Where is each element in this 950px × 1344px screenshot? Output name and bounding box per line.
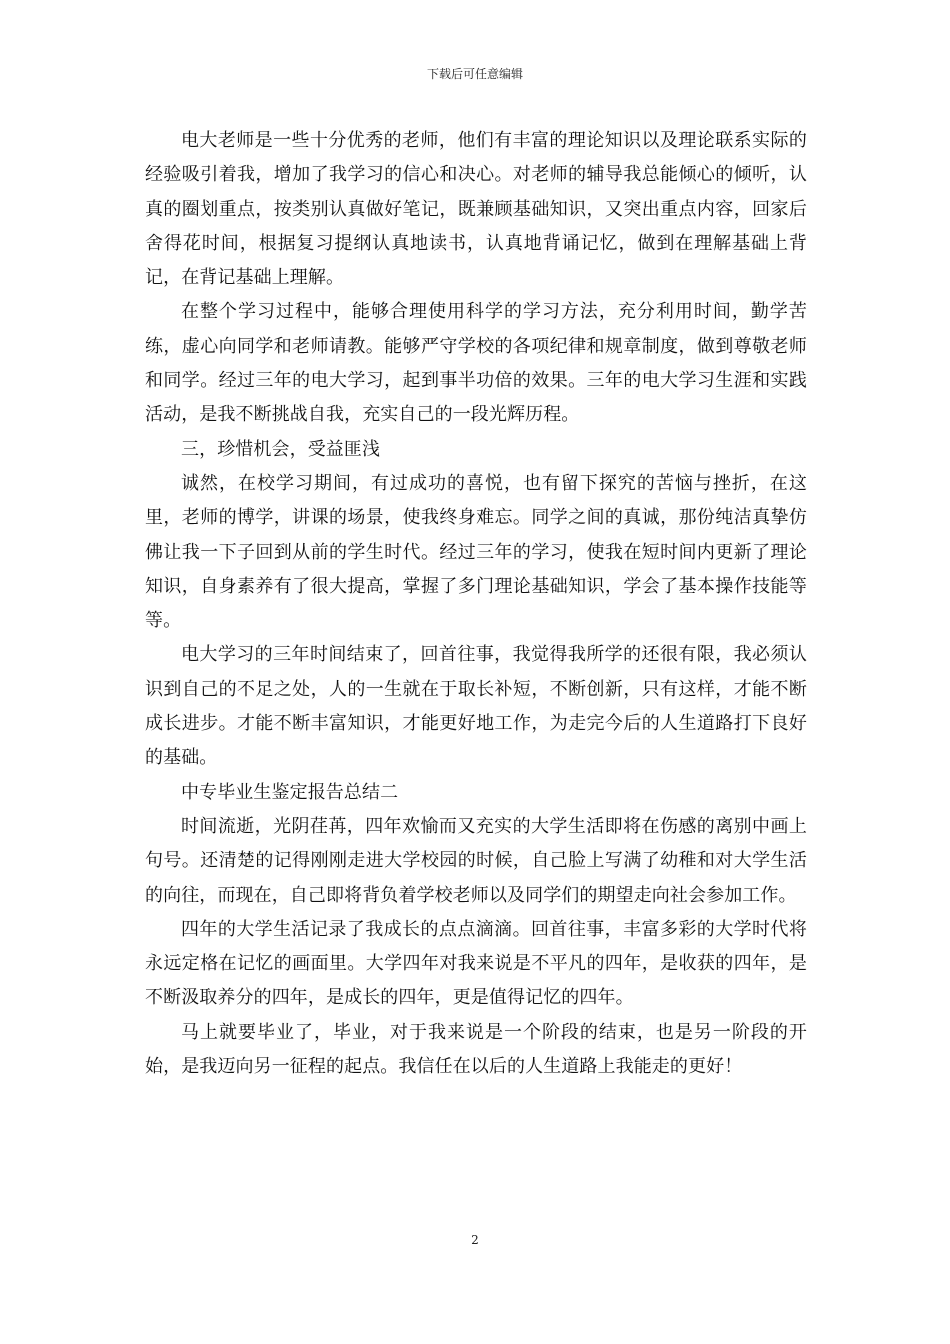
paragraph: 四年的大学生活记录了我成长的点点滴滴。回首往事，丰富多彩的大学时代将永远定格在记忆的画面里。大学四年对我来说是不平凡的四年，是收获的四年，是不断汲取养分的四年，是成长的四年，更是值得记忆的四年。 bbox=[145, 918, 807, 1009]
paragraph: 诚然，在校学习期间，有过成功的喜悦，也有留下探究的苦恼与挫折，在这里，老师的博学，讲课的场景，使我终身难忘。同学之间的真诚，那份纯洁真挚仿佛让我一下子回到从前的学生时代。经过三年的学习，使我在短时间内更新了理论知识，自身素养有了很大提高，掌握了多门理论基础知识，学会了基本操作技能等等。 bbox=[145, 472, 807, 632]
page-number: 2 bbox=[471, 1233, 479, 1247]
section-heading: 中专毕业生鉴定报告总结二 bbox=[181, 781, 399, 803]
paragraph: 电大老师是一些十分优秀的老师，他们有丰富的理论知识以及理论联系实际的经验吸引着我，增加了我学习的信心和决心。对老师的辅导我总能倾心的倾听，认真的圈划重点，按类别认真做好笔记，既兼顾基础知识，又突出重点内容，回家后舍得花时间，根据复习提纲认真地读书，认真地背诵记忆，做到在理解基础上背记，在背记基础上理解。 bbox=[145, 130, 807, 289]
page-header: 下载后可任意编辑 bbox=[426, 67, 523, 81]
paragraph: 在整个学习过程中，能够合理使用科学的学习方法，充分利用时间，勤学苦练，虚心向同学和老师请教。能够严守学校的各项纪律和规章制度，做到尊敬老师和同学。经过三年的电大学习，起到事半功倍的效果。三年的电大学习生涯和实践活动，是我不断挑战自我，充实自己的一段光辉历程。 bbox=[145, 301, 807, 426]
section-heading: 三，珍惜机会，受益匪浅 bbox=[181, 438, 381, 460]
document-body bbox=[145, 124, 807, 1084]
paragraph: 时间流逝，光阴荏苒，四年欢愉而又充实的大学生活即将在伤感的离别中画上句号。还清楚的记得刚刚走进大学校园的时候，自己脸上写满了幼稚和对大学生活的向往，而现在，自己即将背负着学校老师以及同学们的期望走向社会参加工作。 bbox=[145, 815, 807, 906]
paragraph: 马上就要毕业了，毕业，对于我来说是一个阶段的结束，也是另一阶段的开始，是我迈向另一征程的起点。我信任在以后的人生道路上我能走的更好！ bbox=[145, 1021, 807, 1078]
paragraph: 电大学习的三年时间结束了，回首往事，我觉得我所学的还很有限，我必须认识到自己的不足之处，人的一生就在于取长补短，不断创新，只有这样，才能不断成长进步。才能不断丰富知识，才能更好地工作，为走完今后的人生道路打下良好的基础。 bbox=[145, 644, 807, 769]
